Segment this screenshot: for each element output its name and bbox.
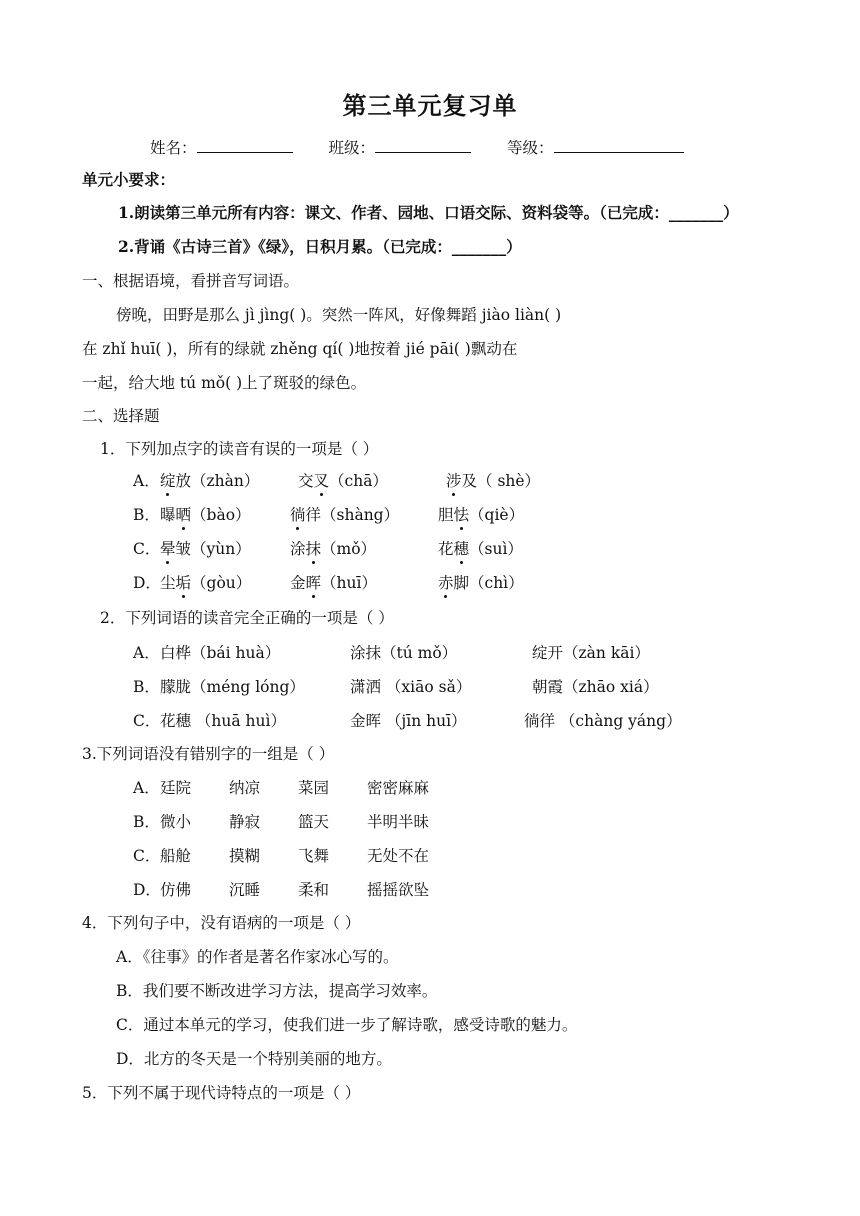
option-item: 金晖 （jīn huī） <box>350 712 467 730</box>
q1-stem: 1．下列加点字的读音有误的一项是（ ） <box>100 440 379 458</box>
option-label: C． <box>133 847 161 865</box>
q3-stem: 3.下列词语没有错别字的一组是（ ） <box>82 745 335 763</box>
option-item: 涂抹（tú mǒ） <box>350 644 458 662</box>
option-item: 纳凉 <box>229 779 261 797</box>
option-item: 密密麻麻 <box>367 779 430 797</box>
option-item: 金晖（huī） <box>290 574 377 592</box>
option-item: 白桦（bái huà） <box>160 644 281 662</box>
option-item: 仿佛 <box>160 881 192 899</box>
dotted-char: 抹 <box>305 540 322 558</box>
option-item: 微小 <box>160 813 192 831</box>
q4-option-c[interactable]: C．通过本单元的学习，使我们进一步了解诗歌，感受诗歌的魅力。 <box>116 1016 578 1034</box>
option-label: D． <box>133 881 161 899</box>
option-item: 绽开（zàn kāi） <box>532 644 650 662</box>
option-item: 赤脚（chì） <box>438 574 524 592</box>
option-label: B． <box>133 813 160 831</box>
option-item: 晕皱（yùn） <box>160 540 251 558</box>
grade-label: 等级： <box>507 139 554 157</box>
q4-option-a[interactable]: A．《往事》的作者是著名作家冰心写的。 <box>116 948 399 966</box>
option-item: 尘垢（gòu） <box>160 574 252 592</box>
dotted-char: 涉 <box>446 472 462 490</box>
option-item: 徜徉（shàng） <box>290 506 400 524</box>
section1-line-3: 一起，给大地 tú mǒ( )上了斑驳的绿色。 <box>82 374 367 392</box>
option-label: C． <box>133 540 161 558</box>
option-item: 无处不在 <box>367 847 430 865</box>
option-item: 涂抹（mǒ） <box>290 540 377 558</box>
name-blank[interactable] <box>197 134 293 153</box>
option-item: 朝霞（zhāo xiá） <box>532 678 659 696</box>
q4-option-d[interactable]: D．北方的冬天是一个特别美丽的地方。 <box>116 1050 392 1068</box>
option-item: 摸糊 <box>229 847 261 865</box>
option-label: D． <box>133 574 161 592</box>
option-item: 廷院 <box>160 779 192 797</box>
requirements-heading: 单元小要求： <box>82 170 176 189</box>
option-item: 涉及（ shè） <box>446 472 541 490</box>
option-item: 半明半昧 <box>367 813 430 831</box>
dotted-char: 垢 <box>175 574 192 592</box>
dotted-char: 穗 <box>453 540 470 558</box>
requirement-item-2: 2.背诵《古诗三首》《绿》，日积月累。（已完成：_______） <box>118 237 522 256</box>
class-blank[interactable] <box>375 134 471 153</box>
option-item: 花穗 （huā huì） <box>160 712 286 730</box>
option-label: A． <box>133 472 160 490</box>
dotted-char: 徜 <box>290 506 306 524</box>
option-item: 交叉（chā） <box>298 472 388 490</box>
option-label: B． <box>133 678 160 696</box>
page-title: 第三单元复习单 <box>342 91 518 120</box>
option-item: 摇摇欲坠 <box>367 881 430 899</box>
option-item: 潇洒 （xiāo sǎ） <box>350 678 472 696</box>
option-item: 船舱 <box>160 847 192 865</box>
option-item: 徜徉 （chàng yáng） <box>524 712 682 730</box>
q4-option-b[interactable]: B．我们要不断改进学习方法，提高学习效率。 <box>116 982 438 1000</box>
option-label: A． <box>133 644 160 662</box>
requirement-item-1: 1.朗读第三单元所有内容：课文、作者、园地、口语交际、资料袋等。（已完成：_______） <box>118 203 739 222</box>
q5-stem: 5．下列不属于现代诗特点的一项是（ ） <box>82 1084 361 1102</box>
section2-heading: 二、选择题 <box>82 407 160 425</box>
class-field[interactable] <box>329 134 472 158</box>
option-item: 菜园 <box>298 779 330 797</box>
grade-blank[interactable] <box>554 134 684 153</box>
dotted-char: 赤 <box>438 574 454 592</box>
option-item: 朦胧（méng lóng） <box>160 678 305 696</box>
class-label: 班级： <box>328 139 376 157</box>
option-item: 静寂 <box>229 813 261 831</box>
name-label: 姓名： <box>150 139 197 157</box>
option-item: 沉睡 <box>229 881 261 899</box>
dotted-char: 晒 <box>175 506 192 524</box>
q4-stem: 4．下列句子中，没有语病的一项是（ ） <box>82 914 361 932</box>
option-item: 柔和 <box>298 881 330 899</box>
student-info-row <box>150 134 710 158</box>
option-item: 绽放（zhàn） <box>160 472 260 490</box>
option-item: 篮天 <box>298 813 330 831</box>
option-label: A． <box>133 779 160 797</box>
section1-heading: 一、根据语境，看拼音写词语。 <box>82 272 300 290</box>
option-item: 花穗（suì） <box>438 540 523 558</box>
option-item: 飞舞 <box>298 847 330 865</box>
dotted-char: 怯 <box>453 506 470 524</box>
grade-field[interactable] <box>507 134 684 158</box>
dotted-char: 叉 <box>313 472 330 490</box>
dotted-char: 绽 <box>160 472 176 490</box>
name-field[interactable] <box>150 134 293 158</box>
section1-line-1: 傍晚，田野是那么 jì jìng( )。突然一阵风，好像舞蹈 jiào liàn( ) <box>116 306 562 324</box>
option-item: 曝晒（bào） <box>160 506 251 524</box>
option-label: C． <box>133 712 161 730</box>
option-item: 胆怯（qiè） <box>438 506 525 524</box>
option-label: B． <box>133 506 160 524</box>
dotted-char: 晕 <box>160 540 176 558</box>
section1-line-2: 在 zhǐ huī( )，所有的绿就 zhěng qí( )地按着 jié pāi( )飘动在 <box>82 340 518 358</box>
dotted-char: 晖 <box>305 574 322 592</box>
q2-stem: 2．下列词语的读音完全正确的一项是（ ） <box>100 609 394 627</box>
